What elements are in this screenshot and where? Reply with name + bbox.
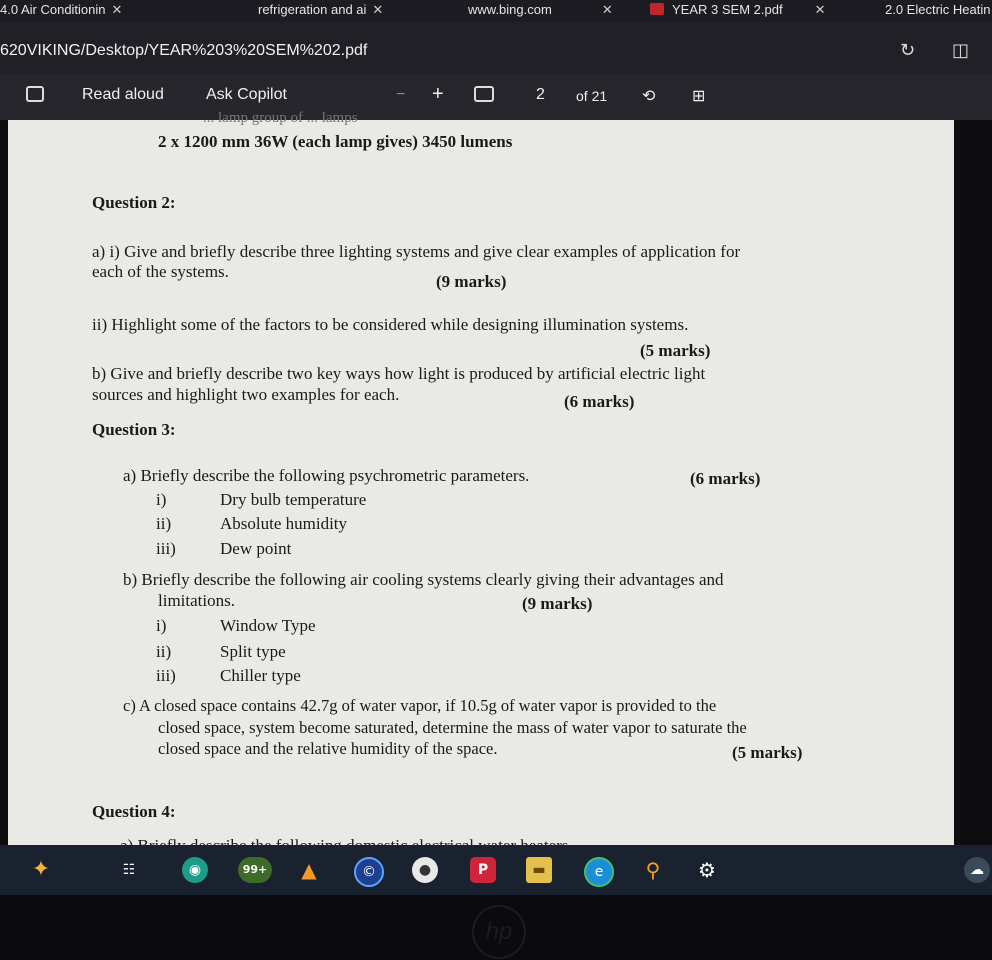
q2-b-line1: b) Give and briefly describe two key ways how light is produced by artificial electric light (92, 364, 706, 383)
zoom-in-button[interactable]: + (432, 83, 444, 105)
hp-logo: hp (472, 905, 526, 959)
powerpoint-icon[interactable]: P (470, 857, 496, 883)
read-aloud-button[interactable]: Read aloud (82, 86, 164, 103)
q3-b-item-num: ii) (156, 642, 172, 661)
q2-aii-line: ii) Highlight some of the factors to be considered while designing illumination systems. (92, 315, 689, 334)
tab-label: www.bing.com (468, 2, 552, 17)
q3-a-line: a) Briefly describe the following psychrometric parameters. (123, 466, 530, 485)
address-bar (0, 22, 992, 74)
question-3-title: Question 3: (92, 420, 176, 439)
chrome-icon[interactable]: ● (412, 857, 438, 883)
lamp-spec-line: 2 x 1200 mm 36W (each lamp gives) 3450 lumens (158, 132, 513, 151)
refresh-icon[interactable]: ↻ (900, 40, 916, 60)
pdf-toolbar (0, 74, 992, 120)
q2-a-marks: (9 marks) (436, 272, 507, 291)
settings-gear-icon[interactable]: ⚙ (698, 858, 716, 882)
tab-label: 4.0 Air Conditionin (0, 2, 106, 17)
tab-refrigeration[interactable] (258, 2, 418, 20)
q3-b-marks: (9 marks) (522, 594, 593, 613)
q3-b-line1: b) Briefly describe the following air cooling systems clearly giving their advantages and (123, 570, 724, 589)
close-icon[interactable]: ✕ (111, 2, 123, 17)
task-view-icon[interactable]: ☷ (122, 862, 136, 878)
q2-a-line1: a) i) Give and briefly describe three lighting systems and give clear examples of application for (92, 242, 741, 261)
close-icon[interactable]: ✕ (372, 2, 384, 17)
whatsapp-icon[interactable] (238, 857, 272, 883)
vlc-icon[interactable]: ▲ (301, 858, 317, 882)
q3-c-line2: closed space, system become saturated, determine the mass of water vapor to saturate the (158, 718, 747, 737)
q2-b-line2: sources and highlight two examples for each. (92, 385, 400, 404)
page-total: of 21 (576, 88, 608, 104)
q3-b-item-num: i) (156, 616, 167, 635)
maps-app-icon[interactable]: ◉ (182, 857, 208, 883)
reader-mode-icon[interactable]: ◫ (952, 40, 970, 60)
q3-a-marks: (6 marks) (690, 469, 761, 488)
q3-a-item-text: Dry bulb temperature (220, 490, 367, 509)
widgets-icon[interactable]: ✦ (31, 857, 51, 882)
q3-b-item-text: Window Type (220, 616, 316, 635)
q3-a-item-text: Absolute humidity (220, 514, 348, 533)
q3-b-item-num: iii) (156, 666, 176, 685)
question-4-title: Question 4: (92, 802, 176, 821)
q3-c-marks: (5 marks) (732, 743, 803, 762)
close-icon[interactable]: ✕ (814, 2, 826, 17)
tab-year3-pdf[interactable] (650, 2, 840, 20)
tab-electric-heating[interactable] (885, 2, 992, 20)
page-number-input[interactable]: 2 (536, 86, 545, 103)
q2-aii-marks: (5 marks) (640, 341, 711, 360)
weather-icon[interactable]: ☁ (964, 857, 990, 883)
q3-a-item-num: iii) (156, 539, 176, 558)
browser-tab-strip (0, 0, 992, 22)
q3-b-item-text: Split type (220, 642, 286, 661)
edge-icon[interactable]: e (584, 857, 614, 887)
q2-b-marks: (6 marks) (564, 392, 635, 411)
q2-a-line2: each of the systems. (92, 262, 229, 281)
tab-label: refrigeration and ai (258, 2, 367, 17)
page-view-icon[interactable]: ⊞ (692, 88, 706, 105)
fit-page-icon[interactable] (474, 86, 494, 107)
q3-c-line1: c) A closed space contains 42.7g of water vapor, if 10.5g of water vapor is provided to the (123, 696, 717, 715)
search-icon[interactable]: ⚲ (645, 858, 661, 882)
q3-a-item-num: i) (156, 490, 167, 509)
pdf-icon (650, 3, 664, 15)
pdf-page (8, 110, 954, 845)
copilot-app-icon[interactable]: © (354, 857, 384, 887)
tab-label: 2.0 Electric Heatin (885, 2, 991, 17)
tab-air-conditioning[interactable] (0, 2, 175, 20)
q3-b-item-text: Chiller type (220, 666, 301, 685)
file-explorer-icon[interactable]: ▬ (526, 857, 552, 883)
question-2-title: Question 2: (92, 193, 176, 212)
tab-bing[interactable] (468, 2, 628, 20)
tab-label: YEAR 3 SEM 2.pdf (672, 2, 783, 17)
rotate-icon[interactable]: ⟲ (642, 88, 656, 105)
url-field[interactable]: 620VIKING/Desktop/YEAR%203%20SEM%202.pdf (0, 42, 368, 59)
q3-b-line2: limitations. (158, 591, 235, 610)
q3-a-item-num: ii) (156, 514, 172, 533)
q3-a-item-text: Dew point (220, 539, 292, 558)
ask-copilot-button[interactable]: Ask Copilot (206, 86, 287, 103)
contents-icon[interactable] (26, 86, 44, 107)
q3-c-line3: closed space and the relative humidity of the space. (158, 739, 498, 758)
taskbar (0, 845, 992, 895)
clipped-top-line: ... lamp group of ... lamps (203, 110, 358, 126)
zoom-out-button[interactable]: − (396, 86, 406, 103)
close-icon[interactable]: ✕ (601, 2, 613, 17)
notification-badge: 99+ (242, 863, 268, 876)
